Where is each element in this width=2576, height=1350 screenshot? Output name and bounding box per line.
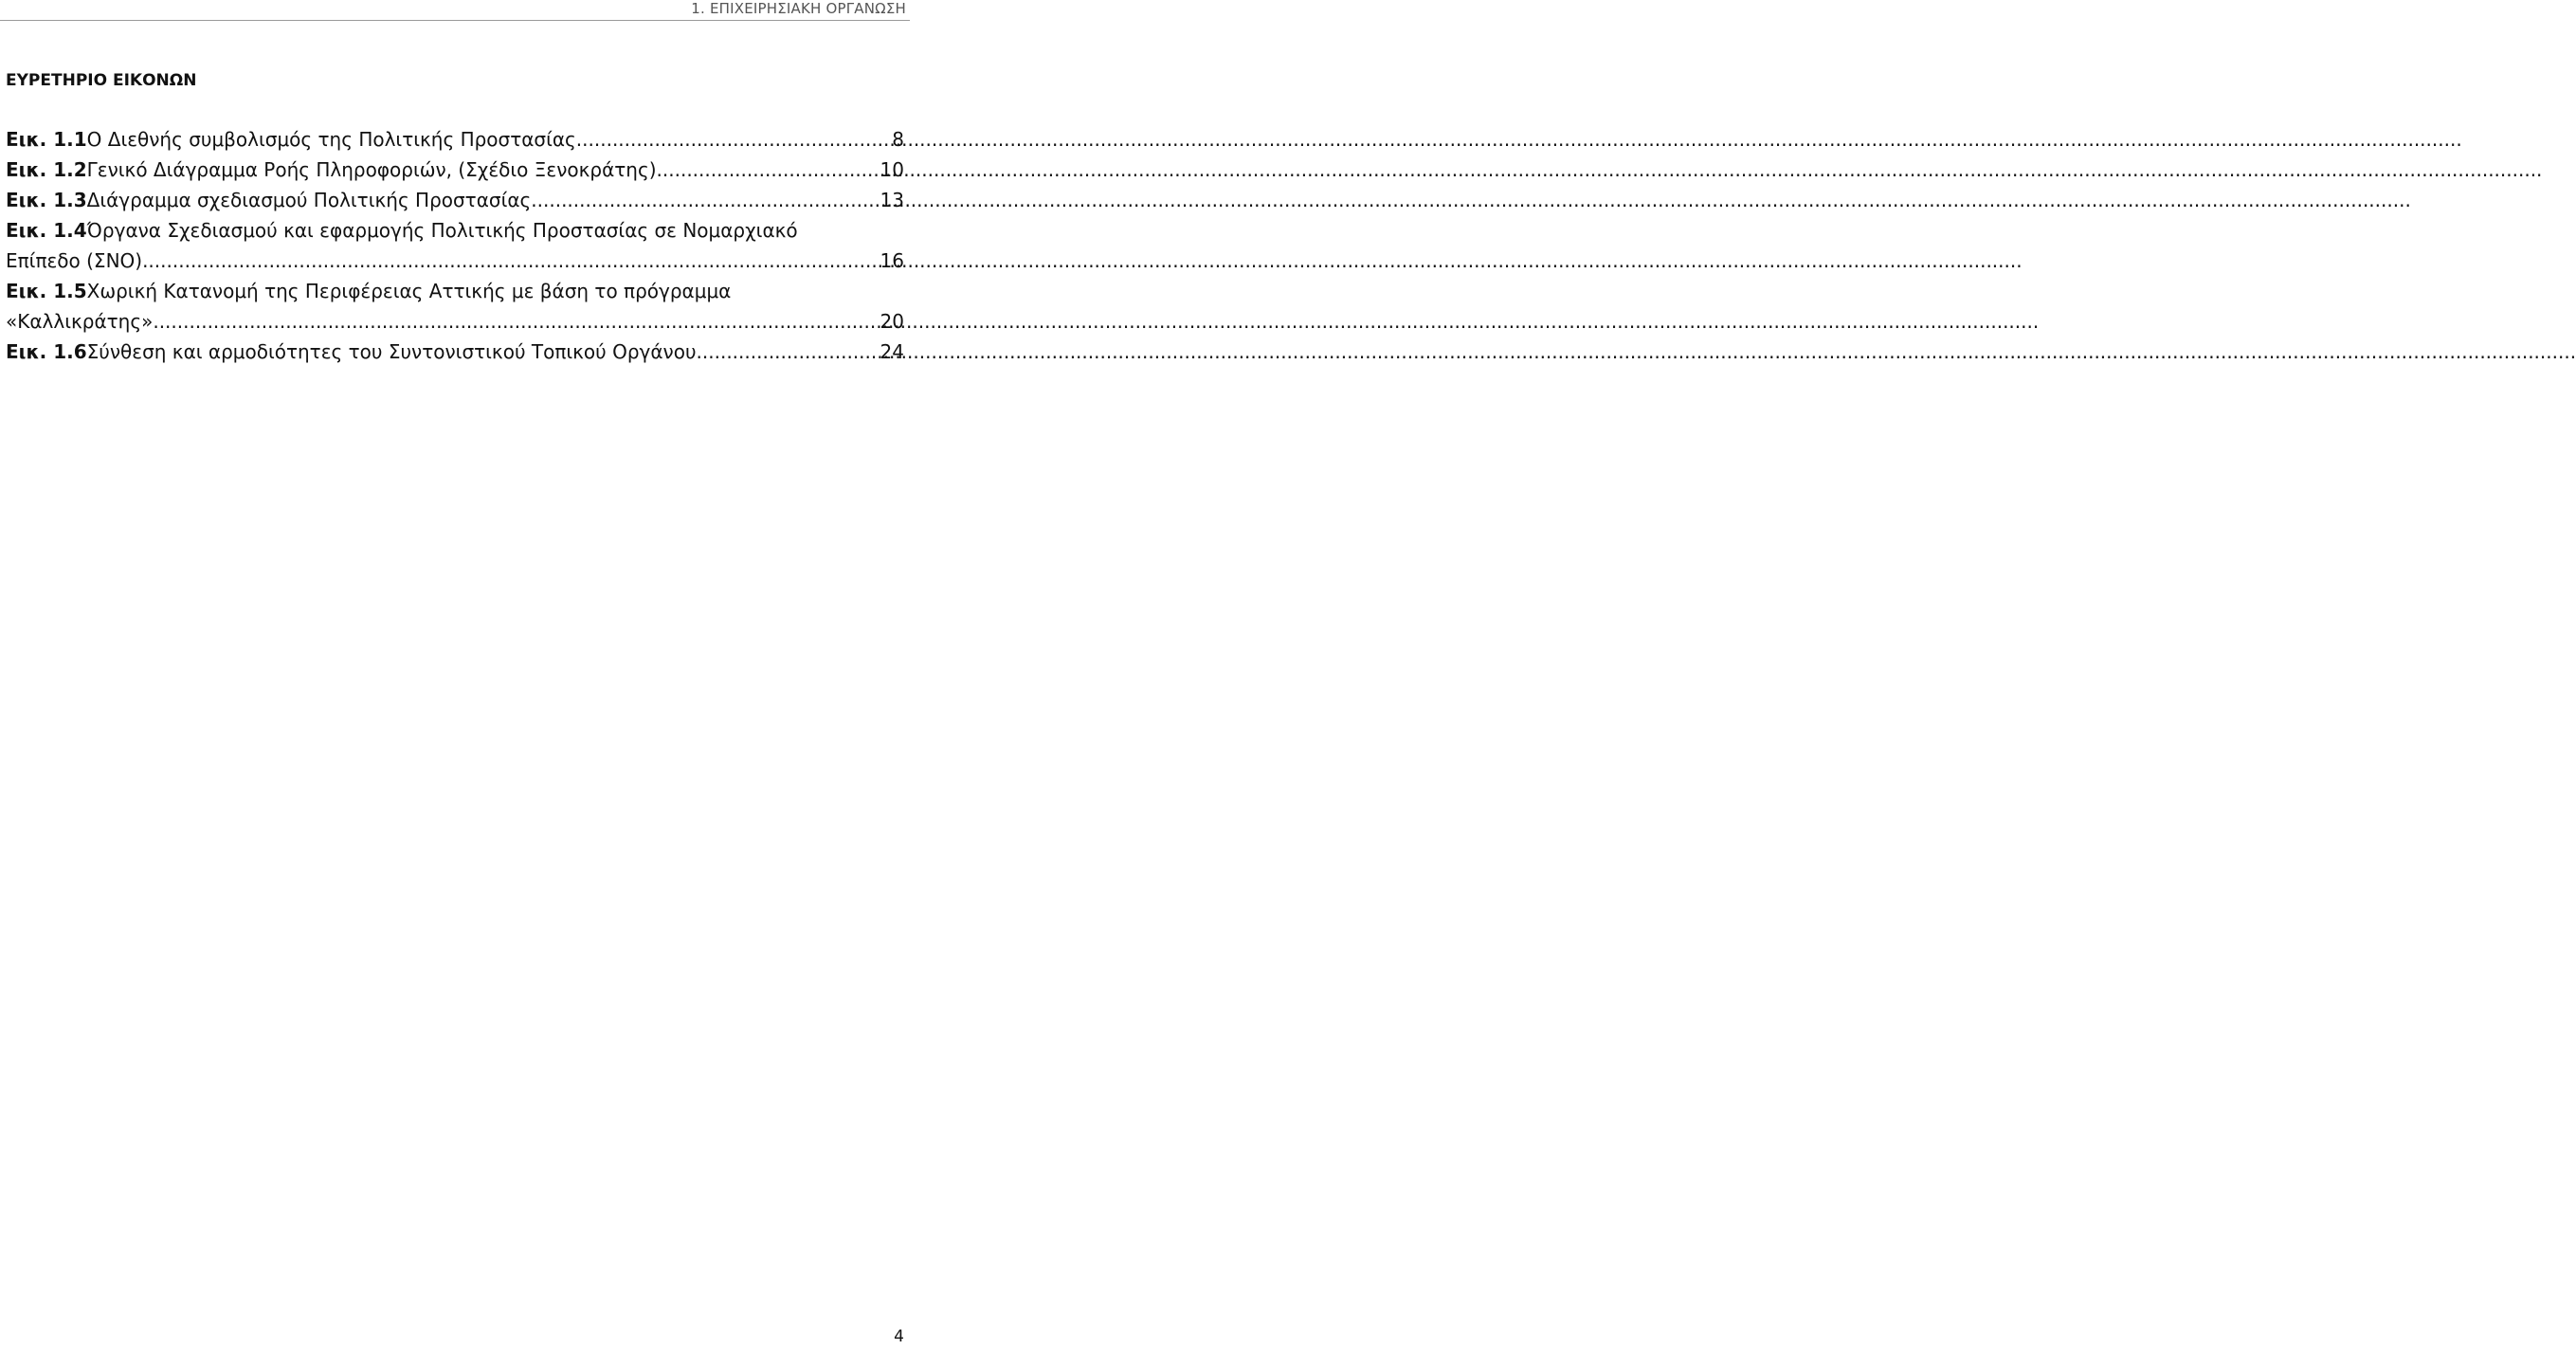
figure-index-list (6, 124, 904, 367)
index-title: ΕΥΡΕΤΗΡΙΟ ΕΙΚΟΝΩΝ (6, 71, 197, 90)
page-ref: 10 (880, 158, 904, 181)
entry-line-continuation (6, 306, 904, 337)
dot-leader (697, 337, 880, 367)
figure-caption: Όργανα Σχεδιασμού και εφαρμογής Πολιτικής Προστασίας σε Νομαρχιακό (86, 219, 798, 242)
page-ref: 24 (880, 340, 904, 363)
entry-line (6, 185, 904, 215)
entry-line (6, 276, 904, 306)
figure-label: Εικ. 1.5 (6, 280, 87, 302)
dot-leader (662, 155, 880, 185)
figure-caption: Ο Διεθνής συμβολισμός της Πολιτικής Προστασίας. (86, 128, 583, 151)
dot-leader (159, 306, 880, 337)
entry-line-continuation (6, 246, 904, 276)
figure-caption-continuation: «Καλλικράτης». (6, 310, 159, 333)
entry-line (6, 215, 904, 246)
figure-entry-1-3[interactable] (6, 185, 904, 215)
page-number: 4 (894, 1327, 904, 1346)
figure-label: Εικ. 1.3 (6, 189, 87, 211)
running-header: 1. ΕΠΙΧΕΙΡΗΣΙΑΚΗ ΟΡΓΑΝΩΣΗ (691, 0, 906, 17)
figure-label: Εικ. 1.4 (6, 219, 87, 242)
figure-label: Εικ. 1.2 (6, 158, 87, 181)
entry-line (6, 337, 904, 367)
page-ref: 8 (892, 128, 904, 151)
page-ref: 16 (880, 249, 904, 272)
figure-caption-continuation: Επίπεδο (ΣΝΟ) (6, 249, 143, 272)
header-rule (0, 20, 910, 21)
figure-entry-1-6[interactable] (6, 337, 904, 367)
figure-caption: Σύνθεση και αρμοδιότητες του Συντονιστικού Τοπικού Οργάνου (86, 340, 697, 363)
figure-caption: Διάγραμμα σχεδιασμού Πολιτικής Προστασίας (86, 189, 532, 211)
figure-caption: Χωρική Κατανομή της Περιφέρειας Αττικής με βάση το πρόγραμμα (86, 280, 732, 302)
figure-label: Εικ. 1.6 (6, 340, 87, 363)
page-ref: 20 (880, 310, 904, 333)
figure-entry-1-5[interactable] (6, 276, 904, 337)
figure-entry-1-1[interactable] (6, 124, 904, 155)
entry-line (6, 124, 904, 155)
figure-entry-1-2[interactable] (6, 155, 904, 185)
page-ref: 13 (880, 189, 904, 211)
entry-line (6, 155, 904, 185)
figure-entry-1-4[interactable] (6, 215, 904, 276)
dot-leader (142, 246, 880, 276)
dot-leader (531, 185, 880, 215)
figure-label: Εικ. 1.1 (6, 128, 87, 151)
dot-leader (582, 124, 892, 155)
figure-caption: Γενικό Διάγραμμα Ροής Πληροφοριών, (Σχέδιο Ξενοκράτης). (86, 158, 662, 181)
